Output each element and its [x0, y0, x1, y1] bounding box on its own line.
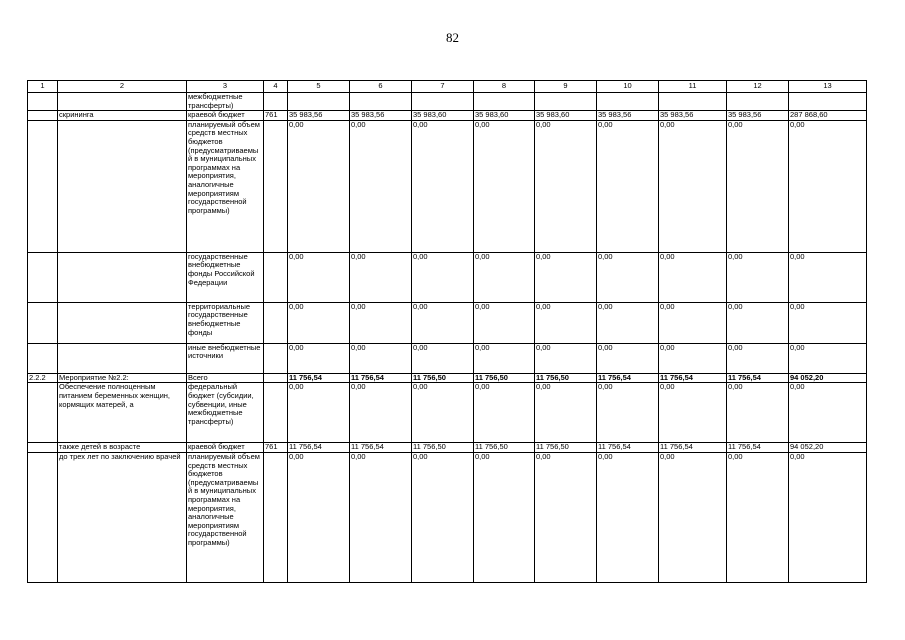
column-header: 12: [727, 81, 789, 93]
table-cell: [264, 343, 288, 373]
table-cell: 0,00: [659, 343, 727, 373]
table-cell: 0,00: [659, 452, 727, 582]
column-header: 8: [474, 81, 535, 93]
table-cell: 0,00: [288, 252, 350, 302]
table-cell: 0,00: [535, 252, 597, 302]
table-cell: 0,00: [350, 343, 412, 373]
table-cell: [789, 93, 867, 111]
table-cell: 0,00: [535, 120, 597, 252]
table-cell: 0,00: [659, 383, 727, 443]
column-header: 10: [597, 81, 659, 93]
table-cell: 0,00: [789, 120, 867, 252]
table-cell: 35 983,60: [474, 111, 535, 121]
table-cell: 0,00: [288, 302, 350, 343]
table-cell: 0,00: [474, 343, 535, 373]
column-header: 3: [187, 81, 264, 93]
table-cell: [58, 252, 187, 302]
table-row: [28, 343, 867, 373]
table-cell: [28, 383, 58, 443]
column-header: 9: [535, 81, 597, 93]
budget-table: [27, 80, 867, 583]
table-row: [28, 252, 867, 302]
table-row: [28, 93, 867, 111]
table-cell: 0,00: [597, 252, 659, 302]
table-cell: краевой бюджет: [187, 111, 264, 121]
table-cell: [264, 383, 288, 443]
table-row: [28, 383, 867, 443]
table-cell: 35 983,60: [535, 111, 597, 121]
table-cell: Всего: [187, 373, 264, 383]
table-cell: территориальные государственные внебюджетные фонды: [187, 302, 264, 343]
table-cell: 0,00: [535, 302, 597, 343]
table-cell: [58, 93, 187, 111]
column-header: 4: [264, 81, 288, 93]
table-cell: 0,00: [535, 452, 597, 582]
table-cell: 35 983,56: [350, 111, 412, 121]
table-cell: 11 756,54: [727, 443, 789, 453]
table-cell: 0,00: [789, 383, 867, 443]
table-cell: [28, 111, 58, 121]
table-cell: [350, 93, 412, 111]
table-cell: 0,00: [597, 343, 659, 373]
table-cell: 2.2.2: [28, 373, 58, 383]
table-cell: [28, 302, 58, 343]
table-cell: 0,00: [350, 452, 412, 582]
table-cell: 0,00: [412, 343, 474, 373]
table-cell: 0,00: [659, 252, 727, 302]
table-cell: [28, 343, 58, 373]
table-cell: иные внебюджетные источники: [187, 343, 264, 373]
table-cell: 0,00: [535, 343, 597, 373]
table-cell: 11 756,54: [659, 443, 727, 453]
table-row: [28, 373, 867, 383]
table-cell: 0,00: [412, 252, 474, 302]
table-cell: [28, 120, 58, 252]
table-cell: государственные внебюджетные фонды Российской Федерации: [187, 252, 264, 302]
table-cell: 0,00: [412, 452, 474, 582]
table-cell: также детей в возрасте: [58, 443, 187, 453]
table-cell: 0,00: [288, 343, 350, 373]
table-cell: 0,00: [288, 120, 350, 252]
table-cell: 0,00: [350, 302, 412, 343]
table-cell: 0,00: [727, 343, 789, 373]
table-cell: 0,00: [412, 383, 474, 443]
table-cell: 35 983,56: [288, 111, 350, 121]
table-cell: планируемый объем средств местных бюджетов (предусматриваемый в муниципальных программах на мероприятия, аналогичные мероприятиям государственной программы): [187, 452, 264, 582]
table-cell: 11 756,50: [535, 373, 597, 383]
column-header: 7: [412, 81, 474, 93]
table-cell: [58, 120, 187, 252]
table-header-row: [28, 81, 867, 93]
table-cell: 0,00: [597, 383, 659, 443]
table-cell: [659, 93, 727, 111]
table-cell: Обеспечение полноценным питанием беременных женщин, кормящих матерей, а: [58, 383, 187, 443]
table-cell: 11 756,50: [474, 373, 535, 383]
table-cell: [58, 302, 187, 343]
table-cell: [264, 452, 288, 582]
table-cell: [535, 93, 597, 111]
column-header: 6: [350, 81, 412, 93]
table-cell: 0,00: [350, 383, 412, 443]
table-cell: [264, 302, 288, 343]
table-cell: 0,00: [727, 302, 789, 343]
table-cell: 0,00: [727, 252, 789, 302]
table-cell: 35 983,56: [727, 111, 789, 121]
table-cell: 0,00: [659, 120, 727, 252]
table-cell: 11 756,54: [288, 373, 350, 383]
table-cell: скрининга: [58, 111, 187, 121]
table-cell: 0,00: [474, 252, 535, 302]
table-cell: межбюджетные трансферты): [187, 93, 264, 111]
table-cell: 11 756,54: [350, 443, 412, 453]
table-cell: [28, 443, 58, 453]
page-number: 82: [446, 30, 459, 45]
table-cell: [264, 373, 288, 383]
table-cell: [597, 93, 659, 111]
table-cell: 0,00: [597, 120, 659, 252]
table-cell: 0,00: [350, 252, 412, 302]
table-cell: 11 756,54: [350, 373, 412, 383]
table-cell: 35 983,60: [412, 111, 474, 121]
table-cell: 0,00: [288, 383, 350, 443]
table-cell: [28, 452, 58, 582]
table-cell: [727, 93, 789, 111]
table-cell: [28, 252, 58, 302]
table-cell: планируемый объем средств местных бюджетов (предусматриваемый в муниципальных программах на мероприятия, аналогичные мероприятиям государственной программы): [187, 120, 264, 252]
table-cell: 0,00: [789, 302, 867, 343]
table-cell: 761: [264, 443, 288, 453]
table-cell: 11 756,50: [535, 443, 597, 453]
table-cell: федеральный бюджет (субсидии, субвенции, иные межбюджетные трансферты): [187, 383, 264, 443]
table-cell: 0,00: [535, 383, 597, 443]
table-cell: 11 756,54: [288, 443, 350, 453]
table-cell: 0,00: [474, 383, 535, 443]
table-cell: 11 756,50: [412, 443, 474, 453]
table-cell: 761: [264, 111, 288, 121]
column-header: 2: [58, 81, 187, 93]
table-cell: Мероприятие №2.2:: [58, 373, 187, 383]
table-cell: 0,00: [789, 252, 867, 302]
table-cell: 0,00: [412, 120, 474, 252]
table-cell: краевой бюджет: [187, 443, 264, 453]
table-row: [28, 302, 867, 343]
table-row: [28, 120, 867, 252]
table-row: [28, 443, 867, 453]
table-cell: 0,00: [727, 120, 789, 252]
column-header: 5: [288, 81, 350, 93]
table-cell: [28, 93, 58, 111]
table-cell: 11 756,54: [597, 443, 659, 453]
table-cell: [264, 93, 288, 111]
table-cell: [412, 93, 474, 111]
table-row: [28, 452, 867, 582]
table-cell: 35 983,56: [659, 111, 727, 121]
table-cell: 0,00: [727, 383, 789, 443]
table-cell: 94 052,20: [789, 373, 867, 383]
table-cell: 0,00: [474, 302, 535, 343]
table-cell: 0,00: [474, 120, 535, 252]
table-cell: 0,00: [597, 452, 659, 582]
table-cell: [288, 93, 350, 111]
table-cell: 0,00: [412, 302, 474, 343]
table-cell: 11 756,50: [474, 443, 535, 453]
table-cell: 0,00: [789, 452, 867, 582]
table-cell: 94 052,20: [789, 443, 867, 453]
table-cell: 11 756,50: [412, 373, 474, 383]
table-cell: 0,00: [727, 452, 789, 582]
column-header: 11: [659, 81, 727, 93]
table-cell: 35 983,56: [597, 111, 659, 121]
table-cell: 11 756,54: [659, 373, 727, 383]
table-cell: до трех лет по заключению врачей: [58, 452, 187, 582]
column-header: 1: [28, 81, 58, 93]
table-cell: 0,00: [474, 452, 535, 582]
table-cell: 0,00: [597, 302, 659, 343]
table-cell: 0,00: [659, 302, 727, 343]
table-cell: [264, 252, 288, 302]
table-cell: 11 756,54: [597, 373, 659, 383]
table-cell: [264, 120, 288, 252]
column-header: 13: [789, 81, 867, 93]
table-cell: 0,00: [789, 343, 867, 373]
table-row: [28, 111, 867, 121]
table-cell: 287 868,60: [789, 111, 867, 121]
table-cell: 0,00: [350, 120, 412, 252]
table-cell: 11 756,54: [727, 373, 789, 383]
table-cell: 0,00: [288, 452, 350, 582]
table-cell: [474, 93, 535, 111]
table-cell: [58, 343, 187, 373]
